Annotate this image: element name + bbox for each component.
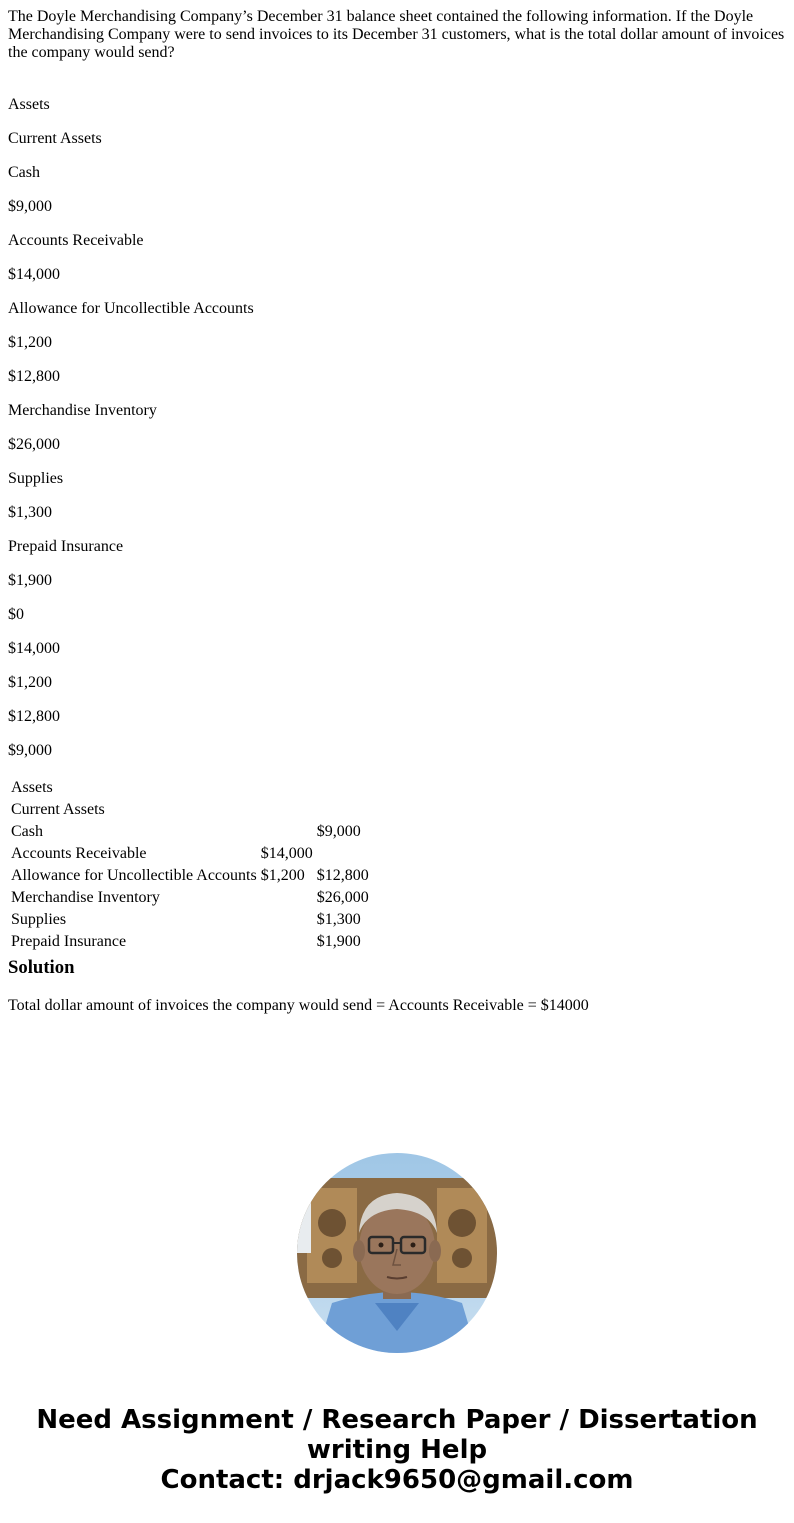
line-item: $14,000 [8,640,60,657]
table-cell-label: Allowance for Uncollectible Accounts [11,867,257,884]
line-item: $9,000 [8,198,52,215]
line-item: $26,000 [8,436,60,453]
balance-sheet-table [8,776,372,954]
line-item: Prepaid Insurance [8,538,124,555]
table-cell-subtotal [260,800,314,820]
line-item: $14,000 [8,266,60,283]
table-row [10,800,370,820]
table-cell-label: Accounts Receivable [11,845,147,862]
table-row [10,910,370,930]
table-cell-label: Current Assets [11,801,105,818]
table-cell-total: $1,900 [316,933,361,950]
table-cell-subtotal: $14,000 [260,845,313,862]
table-cell-subtotal [260,910,314,930]
table-cell-label: Merchandise Inventory [11,889,160,906]
table-cell-subtotal [260,778,314,798]
line-item: Cash [8,164,40,181]
table-cell-total: $1,300 [316,911,361,928]
table-cell-total [316,800,370,820]
line-item: $9,000 [8,742,52,759]
footer-line-1: Need Assignment / Research Paper / Dissertation [36,1405,758,1435]
line-item: $1,900 [8,572,52,589]
table-row [10,888,370,908]
solution-text: Total dollar amount of invoices the company would send = Accounts Receivable = $14000 [8,997,589,1014]
table-row [10,778,370,798]
line-item: $12,800 [8,708,60,725]
table-cell-subtotal: $1,200 [260,867,305,884]
table-cell-label: Cash [11,823,43,840]
table-cell-total: $9,000 [316,823,361,840]
table-cell-subtotal [260,822,314,842]
table-row [10,866,370,886]
line-item: $1,300 [8,504,52,521]
table-cell-total [316,844,370,864]
author-photo [297,1153,497,1353]
table-cell-subtotal [260,932,314,952]
footer-line-2: writing Help [306,1435,488,1465]
line-item: Current Assets [8,130,102,147]
line-item: Supplies [8,470,64,487]
table-row [10,844,370,864]
table-row [10,932,370,952]
balance-sheet-lines [8,96,254,776]
table-cell-subtotal [260,888,314,908]
table-cell-total: $12,800 [316,867,369,884]
footer-contact: Contact: drjack9650@gmail.com [160,1465,634,1495]
line-item: $1,200 [8,674,52,691]
table-cell-label: Prepaid Insurance [11,933,127,950]
table-cell-label: Supplies [11,911,67,928]
author-portrait-image [297,1153,497,1353]
line-item: Accounts Receivable [8,232,144,249]
table-cell-label: Assets [11,779,53,796]
line-item: Allowance for Uncollectible Accounts [8,300,254,317]
line-item: Assets [8,96,50,113]
question-text: The Doyle Merchandising Company’s December 31 balance sheet contained the following information. If the Doyle Merchandising Company were to send invoices to its December 31 customers, what is the total dollar amount of invoices the company would send? [8,8,785,61]
line-item: $1,200 [8,334,52,351]
solution-heading: Solution [8,957,75,978]
table-row [10,822,370,842]
table-cell-total [316,778,370,798]
line-item: $0 [8,606,24,623]
footer-cta [0,1405,794,1495]
table-cell-total: $26,000 [316,889,369,906]
line-item: Merchandise Inventory [8,402,157,419]
line-item: $12,800 [8,368,60,385]
